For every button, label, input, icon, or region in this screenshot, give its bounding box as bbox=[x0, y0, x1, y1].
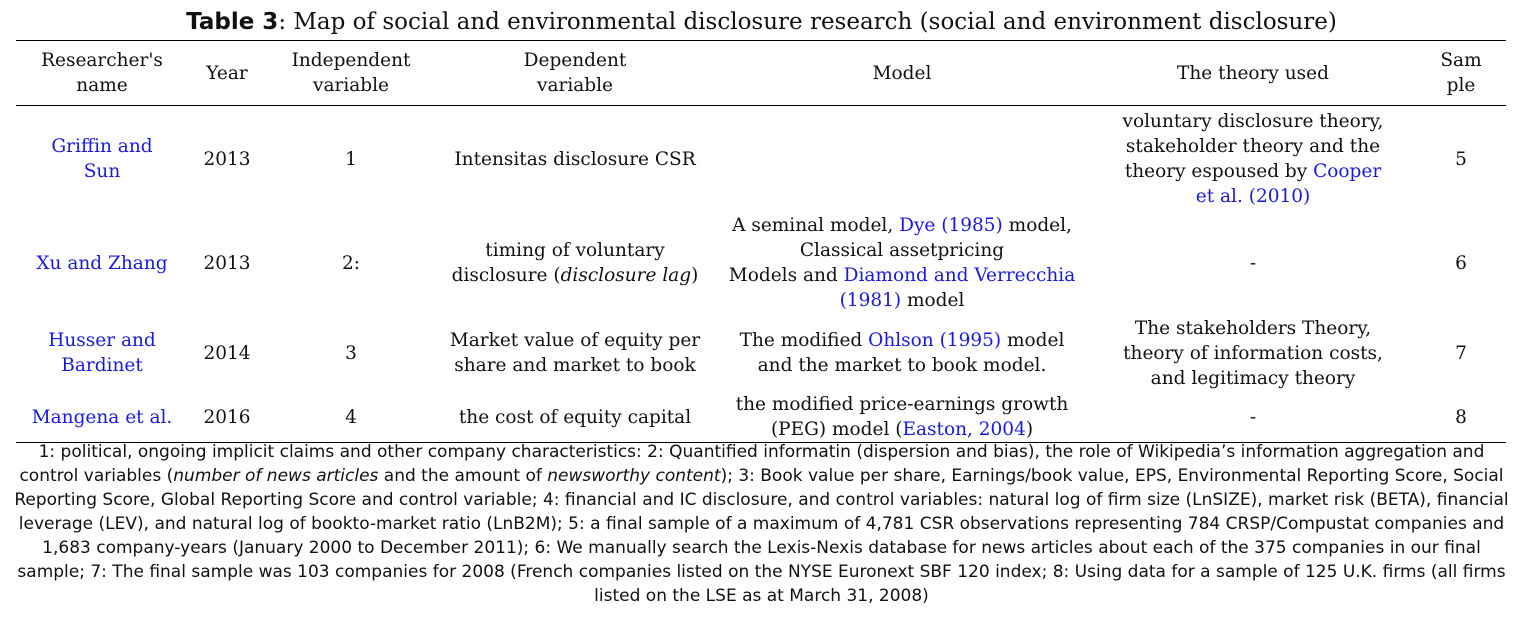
cell-theory: - bbox=[1249, 252, 1257, 274]
researcher-link[interactable]: Xu and Zhang bbox=[36, 252, 168, 274]
researcher-link[interactable]: Griffin and Sun bbox=[51, 136, 153, 182]
cell-sample: 5 bbox=[1455, 148, 1467, 170]
header-year: Year bbox=[206, 62, 248, 84]
table-row bbox=[16, 392, 1506, 443]
table-title: : Map of social and environmental disclosure research (social and environment disclosure) bbox=[278, 9, 1337, 35]
table-row bbox=[16, 314, 1506, 392]
cell-independent: 2: bbox=[341, 252, 360, 274]
header-row bbox=[16, 41, 1506, 106]
cell-theory: voluntary disclosure theory, stakeholder theory and the theory espoused by Cooper et al. (2010) bbox=[1122, 111, 1384, 207]
cell-sample: 8 bbox=[1455, 406, 1467, 428]
table-caption bbox=[0, 8, 1523, 40]
table-row bbox=[16, 212, 1506, 314]
cell-year: 2013 bbox=[203, 148, 251, 170]
cell-theory: The stakeholders Theory, theory of information costs, and legitimacy theory bbox=[1123, 317, 1383, 389]
cell-model: A seminal model, Dye (1985) model, Classical assetpricing Models and Diamond and Verrecchia (1981) model bbox=[728, 215, 1076, 311]
cell-dependent: Market value of equity per share and market to book bbox=[449, 330, 701, 376]
header-independent: Independent variable bbox=[291, 50, 411, 96]
citation-link[interactable]: Cooper bbox=[1313, 161, 1382, 182]
cell-model bbox=[714, 106, 1090, 213]
researcher-link[interactable]: Husser and Bardinet bbox=[48, 330, 156, 376]
citation-link[interactable]: Easton, 2004 bbox=[902, 419, 1026, 440]
cell-year: 2014 bbox=[203, 342, 251, 364]
cell-model: the modified price-earnings growth (PEG) model (Easton, 2004) bbox=[735, 394, 1069, 440]
header-sample: Sam ple bbox=[1440, 50, 1482, 96]
cell-independent: 1 bbox=[345, 148, 357, 170]
cell-researcher[interactable] bbox=[16, 106, 188, 213]
header-dependent: Dependent variable bbox=[523, 50, 627, 96]
cell-researcher[interactable] bbox=[16, 314, 188, 392]
header-model: Model bbox=[872, 62, 932, 84]
cell-year: 2013 bbox=[203, 252, 251, 274]
citation-link[interactable]: et al. (2010) bbox=[1195, 186, 1311, 207]
citation-link[interactable]: Dye (1985) bbox=[899, 215, 1003, 236]
cell-independent: 4 bbox=[345, 406, 357, 428]
cell-dependent: timing of voluntary disclosure (disclosure lag) bbox=[451, 240, 699, 286]
citation-link[interactable]: (1981) bbox=[839, 290, 902, 311]
cell-researcher[interactable] bbox=[16, 212, 188, 314]
header-theory: The theory used bbox=[1177, 62, 1329, 84]
research-map-table bbox=[16, 40, 1506, 443]
cell-theory: - bbox=[1249, 406, 1257, 428]
citation-link[interactable]: Ohlson (1995) bbox=[868, 330, 1002, 351]
header-researcher: Researcher's name bbox=[41, 50, 163, 96]
cell-sample: 6 bbox=[1455, 252, 1467, 274]
table-footnotes: 1: political, ongoing implicit claims and other company characteristics: 2: Quantified informatin (dispersion and bias), the role of Wikipedia’s information aggregation and control variables (number of news articles and the amount of newsworthy content); 3: Book value per share, Earnings/book value, EPS, Environmental Reporting Score, Social Reporting Score, Global Reporting Score and control variable; 4: financial and IC disclosure, and control variables: natural log of firm size (LnSIZE), market risk (BETA), financial leverage (LEV), and natural log of bookto-market ratio (LnB2M); 5: a final sample of a maximum of 4,781 CSR observations representing 784 CRSP/Compustat companies and 1,683 company-years (January 2000 to December 2011); 6: We manually search the Lexis-Nexis database for news articles about each of the 375 companies in our final sample; 7: The final sample was 103 companies for 2008 (French companies listed on the NYSE Euronext SBF 120 index; 8: Using data for a sample of 125 U.K. firms (all firms listed on the LSE as at March 31, 2008) bbox=[14, 442, 1509, 606]
cell-model: The modified Ohlson (1995) model and the market to book model. bbox=[739, 330, 1065, 376]
citation-link[interactable]: Diamond and Verrecchia bbox=[843, 265, 1076, 286]
cell-dependent: Intensitas disclosure CSR bbox=[454, 148, 696, 170]
cell-sample: 7 bbox=[1455, 342, 1467, 364]
table-row bbox=[16, 106, 1506, 213]
cell-researcher[interactable] bbox=[16, 392, 188, 443]
cell-independent: 3 bbox=[345, 342, 357, 364]
table-label: Table 3 bbox=[186, 9, 279, 35]
cell-year: 2016 bbox=[203, 406, 251, 428]
cell-dependent: the cost of equity capital bbox=[458, 406, 692, 428]
researcher-link[interactable]: Mangena et al. bbox=[31, 406, 173, 428]
